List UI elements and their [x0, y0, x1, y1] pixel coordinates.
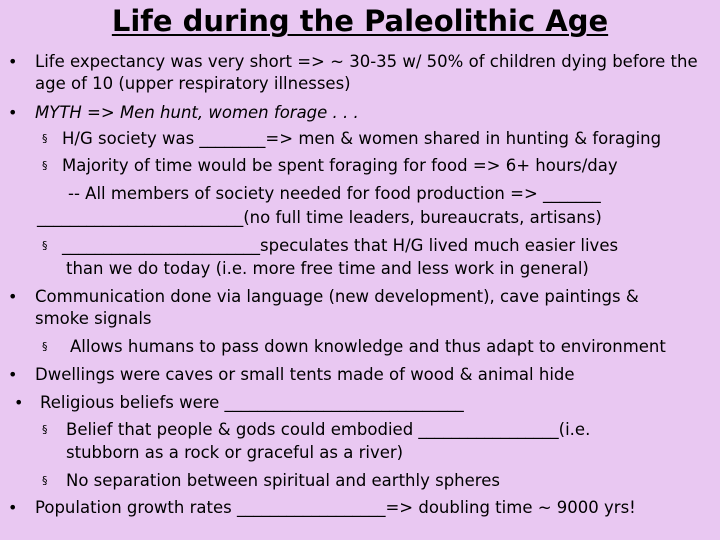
bullet-icon: •: [8, 498, 18, 517]
bullet-icon: •: [8, 103, 18, 122]
text-line: Belief that people & gods could embodied _________________(i.e.: [66, 420, 591, 439]
text-line: than we do today (i.e. more free time and less work in general): [66, 259, 589, 278]
sub-bullet-icon: §: [42, 340, 48, 353]
text-line: Dwellings were caves or small tents made of wood & animal hide: [35, 365, 575, 384]
slide-title: Life during the Paleolithic Age: [111, 4, 609, 38]
sub-bullet-icon: §: [42, 159, 48, 172]
bullet-icon: •: [8, 287, 18, 306]
text-line: No separation between spiritual and earthly spheres: [66, 471, 500, 490]
text-line: MYTH => Men hunt, women forage . . .: [35, 103, 359, 122]
sub-bullet-icon: §: [42, 423, 48, 436]
text-line: H/G society was ________=> men & women shared in hunting & foraging: [62, 129, 662, 148]
text-line: ________________________speculates that H/G lived much easier lives: [62, 236, 619, 255]
text-line: Allows humans to pass down knowledge and thus adapt to environment: [70, 337, 666, 356]
text-line: Majority of time would be spent foraging for food => 6+ hours/day: [62, 156, 618, 175]
bullet-icon: •: [14, 393, 24, 412]
sub-bullet-icon: §: [42, 239, 48, 252]
text-line: Life expectancy was very short => ~ 30-35 w/ 50% of children dying before the: [35, 52, 698, 71]
text-line: age of 10 (upper respiratory illnesses): [35, 74, 351, 93]
text-line: stubborn as a rock or graceful as a river): [66, 443, 404, 462]
text-line: Religious beliefs were _____________________________: [40, 393, 464, 412]
text-line: smoke signals: [35, 309, 152, 328]
sub-bullet-icon: §: [42, 132, 48, 145]
bullet-icon: •: [8, 365, 18, 384]
bullet-icon: •: [8, 52, 18, 71]
text-line: Population growth rates __________________=> doubling time ~ 9000 yrs!: [35, 498, 636, 517]
sub-bullet-icon: §: [42, 474, 48, 487]
text-line: Communication done via language (new development), cave paintings &: [35, 287, 639, 306]
text-line: -- All members of society needed for food production => _______: [68, 184, 601, 203]
text-line: _________________________(no full time leaders, bureaucrats, artisans): [37, 208, 602, 227]
